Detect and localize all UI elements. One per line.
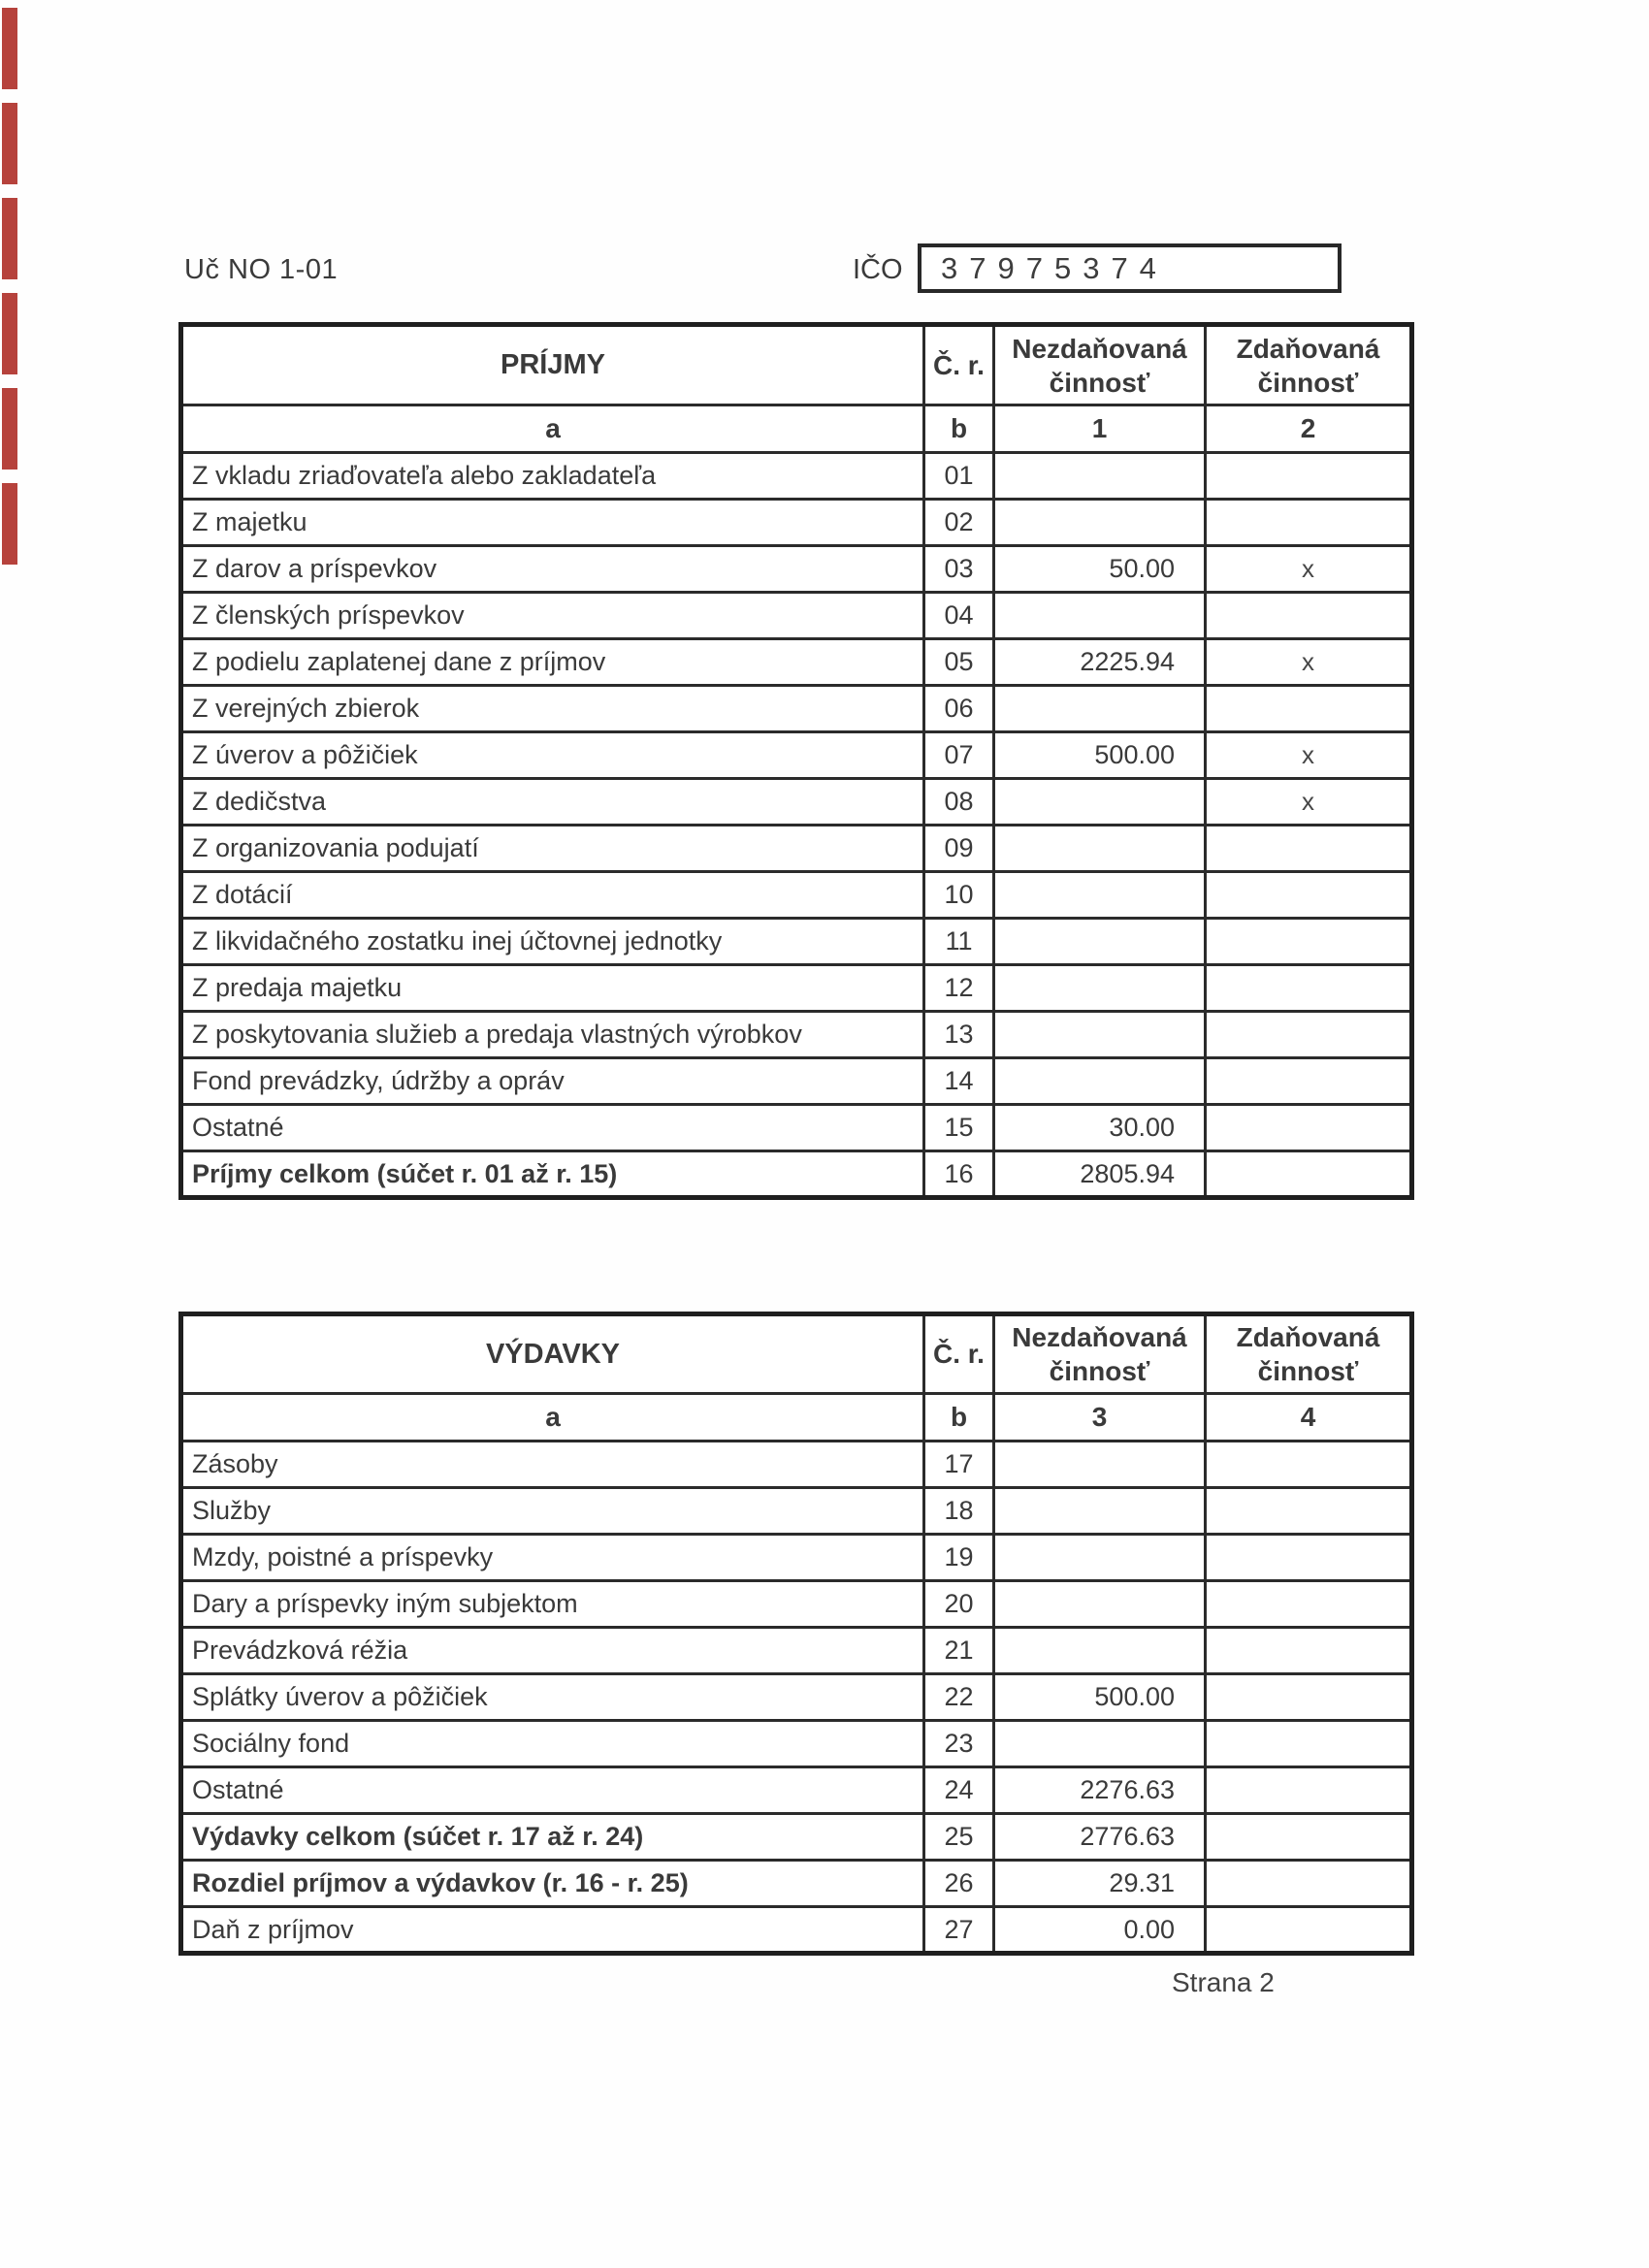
table-row <box>181 779 1412 826</box>
ico-box <box>918 243 1342 293</box>
row-number-cell: 08 <box>924 779 994 826</box>
row-number-cell: 02 <box>924 500 994 546</box>
row-number-cell: 04 <box>924 593 994 639</box>
row-label-cell: Splátky úverov a pôžičiek <box>181 1674 924 1721</box>
row-number-cell: 13 <box>924 1012 994 1058</box>
row-number-cell: 20 <box>924 1581 994 1628</box>
taxed-value-cell <box>1206 453 1412 500</box>
row-label-cell: Z poskytovania služieb a predaja vlastných výrobkov <box>181 1012 924 1058</box>
row-number-cell: 12 <box>924 965 994 1012</box>
table-row <box>181 1674 1412 1721</box>
nontaxed-value-cell <box>994 500 1206 546</box>
row-label-cell: Fond prevádzky, údržby a opráv <box>181 1058 924 1105</box>
table-row <box>181 965 1412 1012</box>
row-number-cell: 07 <box>924 732 994 779</box>
table-row <box>181 1861 1412 1907</box>
table-row <box>181 546 1412 593</box>
row-label-cell: Dary a príspevky iným subjektom <box>181 1581 924 1628</box>
table-row <box>181 1767 1412 1814</box>
row-label-cell: Z darov a príspevkov <box>181 546 924 593</box>
taxed-value-cell: x <box>1206 546 1412 593</box>
row-label-cell: Z organizovania podujatí <box>181 826 924 872</box>
taxed-value-cell <box>1206 1012 1412 1058</box>
ico-value: 37975374 <box>941 250 1168 285</box>
row-label-cell: Z majetku <box>181 500 924 546</box>
row-number-cell: 18 <box>924 1488 994 1535</box>
table-row <box>181 872 1412 919</box>
letter-b: b <box>924 1394 994 1442</box>
row-number-cell: 21 <box>924 1628 994 1674</box>
taxed-value-cell <box>1206 1814 1412 1861</box>
taxed-value-cell <box>1206 686 1412 732</box>
nontaxed-value-cell <box>994 686 1206 732</box>
nontaxed-value-cell <box>994 826 1206 872</box>
table-row <box>181 1151 1412 1198</box>
table-row <box>181 1012 1412 1058</box>
row-number-cell: 14 <box>924 1058 994 1105</box>
taxed-activity-column-header: Zdaňovaná činnosť <box>1206 1314 1412 1394</box>
nontaxed-value-cell: 500.00 <box>994 732 1206 779</box>
nontaxed-value-cell <box>994 872 1206 919</box>
nontaxed-value-cell: 29.31 <box>994 1861 1206 1907</box>
letter-2: 2 <box>1206 405 1412 453</box>
row-number-cell: 06 <box>924 686 994 732</box>
row-label-cell: Z dotácií <box>181 872 924 919</box>
table-row <box>181 1628 1412 1674</box>
taxed-value-cell <box>1206 1674 1412 1721</box>
nontaxed-value-cell: 2225.94 <box>994 639 1206 686</box>
nontaxed-value-cell: 50.00 <box>994 546 1206 593</box>
row-label-cell: Výdavky celkom (súčet r. 17 až r. 24) <box>181 1814 924 1861</box>
row-label-cell: Zásoby <box>181 1442 924 1488</box>
row-label-cell: Z verejných zbierok <box>181 686 924 732</box>
row-label-cell: Daň z príjmov <box>181 1907 924 1954</box>
taxed-activity-column-header: Zdaňovaná činnosť <box>1206 325 1412 405</box>
nontaxed-value-cell <box>994 779 1206 826</box>
nontaxed-activity-column-header: Nezdaňovaná činnosť <box>994 1314 1206 1394</box>
table-row <box>181 1535 1412 1581</box>
letter-3: 3 <box>994 1394 1206 1442</box>
table-row <box>181 686 1412 732</box>
nontaxed-value-cell: 2276.63 <box>994 1767 1206 1814</box>
row-number-cell: 19 <box>924 1535 994 1581</box>
form-code: Uč NO 1-01 <box>184 254 339 285</box>
letter-b: b <box>924 405 994 453</box>
nontaxed-value-cell <box>994 1628 1206 1674</box>
income-table-title: PRÍJMY <box>181 325 924 405</box>
nontaxed-value-cell <box>994 965 1206 1012</box>
taxed-value-cell: x <box>1206 779 1412 826</box>
nontaxed-value-cell <box>994 919 1206 965</box>
row-label-cell: Z dedičstva <box>181 779 924 826</box>
taxed-value-cell: x <box>1206 732 1412 779</box>
nontaxed-value-cell <box>994 1442 1206 1488</box>
page-number: Strana 2 <box>1172 1967 1275 1997</box>
row-label-cell: Z úverov a pôžičiek <box>181 732 924 779</box>
nontaxed-value-cell: 30.00 <box>994 1105 1206 1151</box>
row-label-cell: Sociálny fond <box>181 1721 924 1767</box>
row-number-column-header: Č. r. <box>924 1314 994 1394</box>
income-table <box>178 322 1414 1200</box>
row-number-cell: 16 <box>924 1151 994 1198</box>
table-row <box>181 1105 1412 1151</box>
taxed-value-cell <box>1206 500 1412 546</box>
table-row <box>181 919 1412 965</box>
expense-table-header <box>181 1314 1412 1394</box>
row-number-cell: 24 <box>924 1767 994 1814</box>
taxed-value-cell <box>1206 1442 1412 1488</box>
table-row <box>181 826 1412 872</box>
taxed-value-cell <box>1206 1767 1412 1814</box>
row-number-cell: 22 <box>924 1674 994 1721</box>
letter-1: 1 <box>994 405 1206 453</box>
row-number-cell: 03 <box>924 546 994 593</box>
table-row <box>181 639 1412 686</box>
row-label-cell: Z podielu zaplatenej dane z príjmov <box>181 639 924 686</box>
nontaxed-value-cell: 500.00 <box>994 1674 1206 1721</box>
row-number-cell: 23 <box>924 1721 994 1767</box>
nontaxed-value-cell: 2805.94 <box>994 1151 1206 1198</box>
nontaxed-value-cell: 0.00 <box>994 1907 1206 1954</box>
row-label-cell: Ostatné <box>181 1767 924 1814</box>
taxed-value-cell <box>1206 1105 1412 1151</box>
taxed-value-cell <box>1206 965 1412 1012</box>
row-label-cell: Rozdiel príjmov a výdavkov (r. 16 - r. 25) <box>181 1861 924 1907</box>
taxed-value-cell: x <box>1206 639 1412 686</box>
table-row <box>181 1581 1412 1628</box>
income-letters-row <box>181 405 1412 453</box>
taxed-value-cell <box>1206 1628 1412 1674</box>
table-row <box>181 1907 1412 1954</box>
row-number-cell: 27 <box>924 1907 994 1954</box>
table-row <box>181 593 1412 639</box>
scanner-edge-marks <box>2 8 17 578</box>
table-row <box>181 1442 1412 1488</box>
row-label-cell: Služby <box>181 1488 924 1535</box>
row-number-cell: 05 <box>924 639 994 686</box>
table-row <box>181 1721 1412 1767</box>
row-label-cell: Z členských príspevkov <box>181 593 924 639</box>
table-row <box>181 500 1412 546</box>
row-label-cell: Ostatné <box>181 1105 924 1151</box>
taxed-value-cell <box>1206 1721 1412 1767</box>
expense-table-title: VÝDAVKY <box>181 1314 924 1394</box>
nontaxed-value-cell <box>994 1721 1206 1767</box>
taxed-value-cell <box>1206 1581 1412 1628</box>
table-row <box>181 453 1412 500</box>
taxed-value-cell <box>1206 872 1412 919</box>
table-row <box>181 1058 1412 1105</box>
income-table-header <box>181 325 1412 405</box>
expense-letters-row <box>181 1394 1412 1442</box>
table-row <box>181 732 1412 779</box>
letter-a: a <box>181 405 924 453</box>
taxed-value-cell <box>1206 826 1412 872</box>
nontaxed-value-cell <box>994 453 1206 500</box>
row-number-cell: 25 <box>924 1814 994 1861</box>
taxed-value-cell <box>1206 1907 1412 1954</box>
row-number-cell: 26 <box>924 1861 994 1907</box>
taxed-value-cell <box>1206 593 1412 639</box>
nontaxed-value-cell <box>994 1488 1206 1535</box>
nontaxed-value-cell <box>994 593 1206 639</box>
table-row <box>181 1488 1412 1535</box>
nontaxed-value-cell <box>994 1581 1206 1628</box>
letter-4: 4 <box>1206 1394 1412 1442</box>
nontaxed-activity-column-header: Nezdaňovaná činnosť <box>994 325 1206 405</box>
row-label-cell: Príjmy celkom (súčet r. 01 až r. 15) <box>181 1151 924 1198</box>
ico-label: IČO <box>853 254 903 285</box>
taxed-value-cell <box>1206 1861 1412 1907</box>
row-label-cell: Z predaja majetku <box>181 965 924 1012</box>
row-number-column-header: Č. r. <box>924 325 994 405</box>
table-row <box>181 1814 1412 1861</box>
taxed-value-cell <box>1206 919 1412 965</box>
taxed-value-cell <box>1206 1058 1412 1105</box>
nontaxed-value-cell <box>994 1012 1206 1058</box>
row-number-cell: 15 <box>924 1105 994 1151</box>
taxed-value-cell <box>1206 1535 1412 1581</box>
letter-a: a <box>181 1394 924 1442</box>
row-number-cell: 10 <box>924 872 994 919</box>
row-number-cell: 17 <box>924 1442 994 1488</box>
row-number-cell: 09 <box>924 826 994 872</box>
nontaxed-value-cell <box>994 1535 1206 1581</box>
row-label-cell: Prevádzková réžia <box>181 1628 924 1674</box>
row-label-cell: Mzdy, poistné a príspevky <box>181 1535 924 1581</box>
nontaxed-value-cell <box>994 1058 1206 1105</box>
row-number-cell: 11 <box>924 919 994 965</box>
expense-table <box>178 1312 1414 1956</box>
row-label-cell: Z likvidačného zostatku inej účtovnej jednotky <box>181 919 924 965</box>
row-number-cell: 01 <box>924 453 994 500</box>
row-label-cell: Z vkladu zriaďovateľa alebo zakladateľa <box>181 453 924 500</box>
nontaxed-value-cell: 2776.63 <box>994 1814 1206 1861</box>
taxed-value-cell <box>1206 1488 1412 1535</box>
taxed-value-cell <box>1206 1151 1412 1198</box>
